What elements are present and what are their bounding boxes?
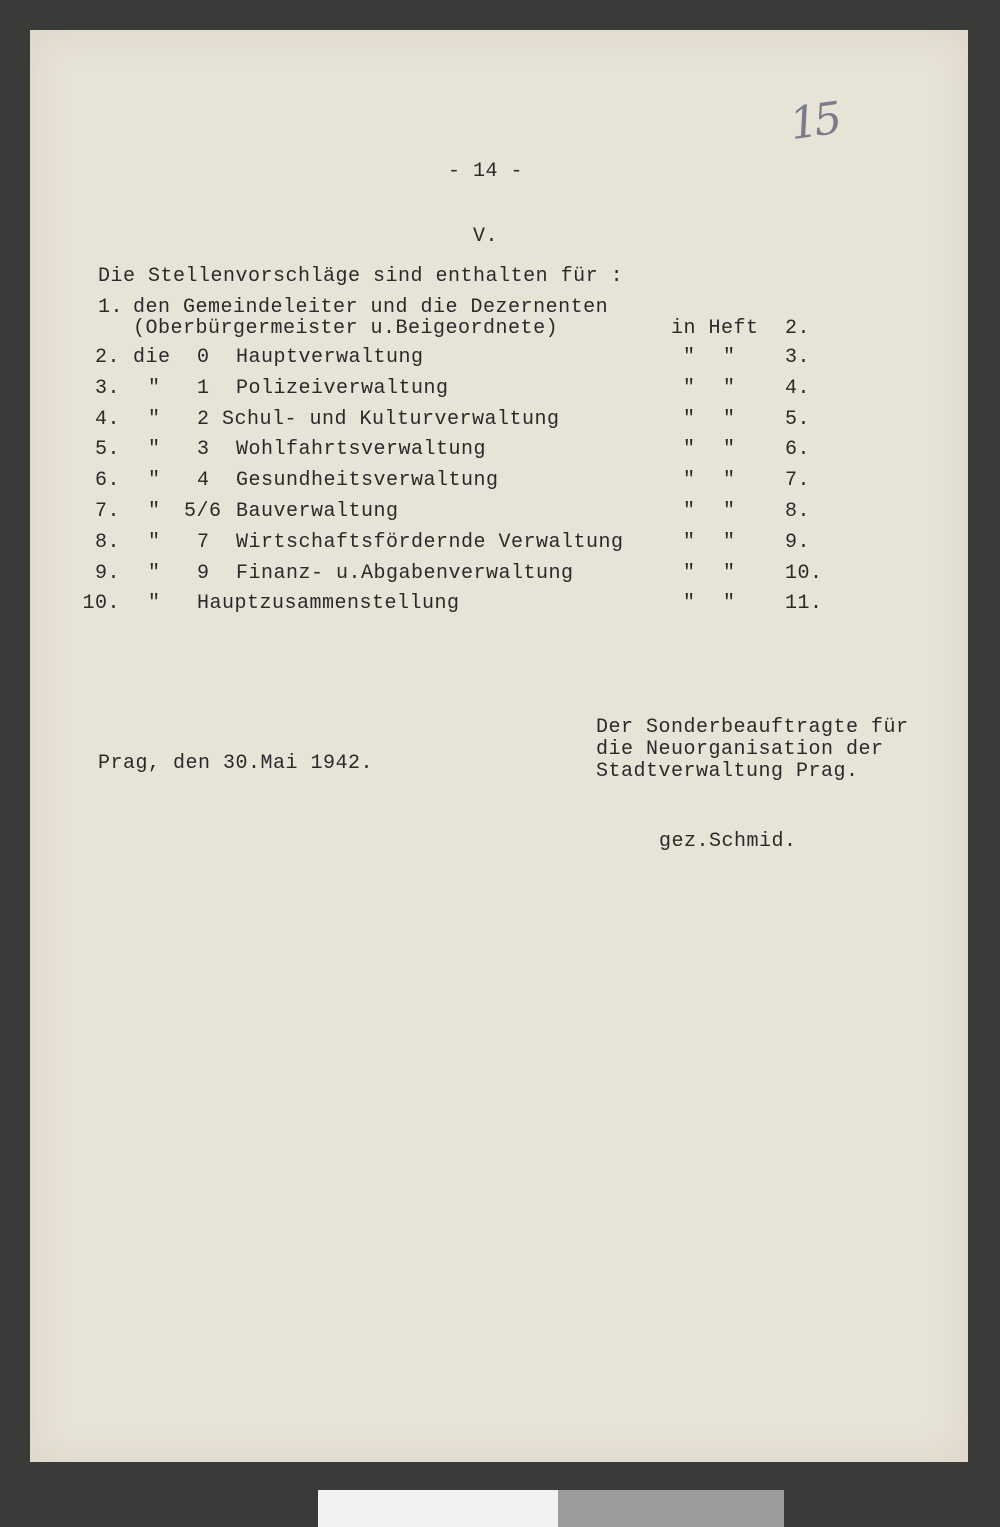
list-item-number: 2. — [94, 346, 120, 369]
list-item-number: 5. — [94, 438, 120, 461]
list-item-ditto: " — [683, 408, 696, 431]
item-1-line2: (Oberbürgermeister u.Beigeordnete) — [133, 317, 559, 340]
signature-line-3: Stadtverwaltung Prag. — [596, 760, 859, 783]
list-item-number: 6. — [94, 469, 120, 492]
list-item-prefix: " — [148, 408, 161, 431]
list-item-prefix: " — [148, 438, 161, 461]
list-item-name: Hauptzusammenstellung — [197, 592, 460, 615]
list-item-ditto: " — [683, 469, 696, 492]
list-item-heft: 3. — [785, 346, 811, 369]
signature-gez: gez.Schmid. — [659, 830, 797, 853]
signature-line-2: die Neuorganisation der — [596, 738, 884, 761]
signature-line-1: Der Sonderbeauftragte für — [596, 716, 909, 739]
section-heading: V. — [473, 225, 499, 248]
list-item-prefix: " — [148, 562, 161, 585]
list-item-prefix: " — [148, 500, 161, 523]
list-item-ditto: " — [683, 531, 696, 554]
list-item-ditto: " — [723, 408, 736, 431]
list-item-number: 7. — [94, 500, 120, 523]
intro-line: Die Stellenvorschläge sind enthalten für : — [98, 265, 624, 288]
list-item-heft: 11. — [785, 592, 823, 615]
list-item-ditto: " — [723, 592, 736, 615]
list-item-heft: 9. — [785, 531, 811, 554]
list-item-prefix: " — [148, 531, 161, 554]
list-item-name: Gesundheitsverwaltung — [236, 469, 499, 492]
list-item-code: 0 — [197, 346, 210, 369]
list-item-name: Wirtschaftsfördernde Verwaltung — [236, 531, 624, 554]
list-item-number: 3. — [94, 377, 120, 400]
list-item-heft: 8. — [785, 500, 811, 523]
list-item-heft: 10. — [785, 562, 823, 585]
list-item-ditto: " — [723, 531, 736, 554]
item-1-line1: den Gemeindeleiter und die Dezernenten — [133, 296, 609, 319]
list-item-ditto: " — [723, 346, 736, 369]
list-item-prefix: " — [148, 469, 161, 492]
list-item-number: 4. — [94, 408, 120, 431]
list-item-number: 9. — [94, 562, 120, 585]
list-item-name: Polizeiverwaltung — [236, 377, 449, 400]
list-item-ditto: " — [723, 377, 736, 400]
list-item-code: 7 — [197, 531, 210, 554]
list-item-code: 4 — [197, 469, 210, 492]
item-1-ref: in Heft — [671, 317, 759, 340]
list-item-ditto: " — [683, 562, 696, 585]
list-item-number: 10. — [82, 592, 120, 615]
list-item-heft: 5. — [785, 408, 811, 431]
list-item-name: Schul- und Kulturverwaltung — [222, 408, 560, 431]
list-item-prefix: " — [148, 592, 161, 615]
list-item-code: 2 — [197, 408, 210, 431]
list-item-code: 1 — [197, 377, 210, 400]
list-item-ditto: " — [723, 469, 736, 492]
scan-calibration-strip-gray — [558, 1490, 784, 1527]
list-item-name: Bauverwaltung — [236, 500, 399, 523]
list-item-ditto: " — [723, 500, 736, 523]
list-item-code: 3 — [197, 438, 210, 461]
list-item-ditto: " — [723, 562, 736, 585]
scan-calibration-strip-white — [318, 1490, 558, 1527]
handwritten-folio-number: 15 — [786, 92, 842, 151]
list-item-name: Wohlfahrtsverwaltung — [236, 438, 487, 461]
list-item-ditto: " — [683, 438, 696, 461]
list-item-code: 9 — [197, 562, 210, 585]
list-item-prefix: " — [148, 377, 161, 400]
list-item-heft: 7. — [785, 469, 811, 492]
list-item-heft: 6. — [785, 438, 811, 461]
list-item-name: Finanz- u.Abgabenverwaltung — [236, 562, 574, 585]
list-item-ditto: " — [723, 438, 736, 461]
list-item-ditto: " — [683, 500, 696, 523]
list-item-name: Hauptverwaltung — [236, 346, 424, 369]
list-item-heft: 4. — [785, 377, 811, 400]
list-item-number: 8. — [94, 531, 120, 554]
list-item-ditto: " — [683, 592, 696, 615]
item-1-number: 1. — [98, 296, 124, 319]
list-item-ditto: " — [683, 377, 696, 400]
item-1-heft: 2. — [785, 317, 811, 340]
list-item-code: 5/6 — [184, 500, 222, 523]
place-date: Prag, den 30.Mai 1942. — [98, 752, 374, 775]
list-item-ditto: " — [683, 346, 696, 369]
page-number: - 14 - — [448, 160, 524, 183]
list-item-prefix: die — [133, 346, 171, 369]
